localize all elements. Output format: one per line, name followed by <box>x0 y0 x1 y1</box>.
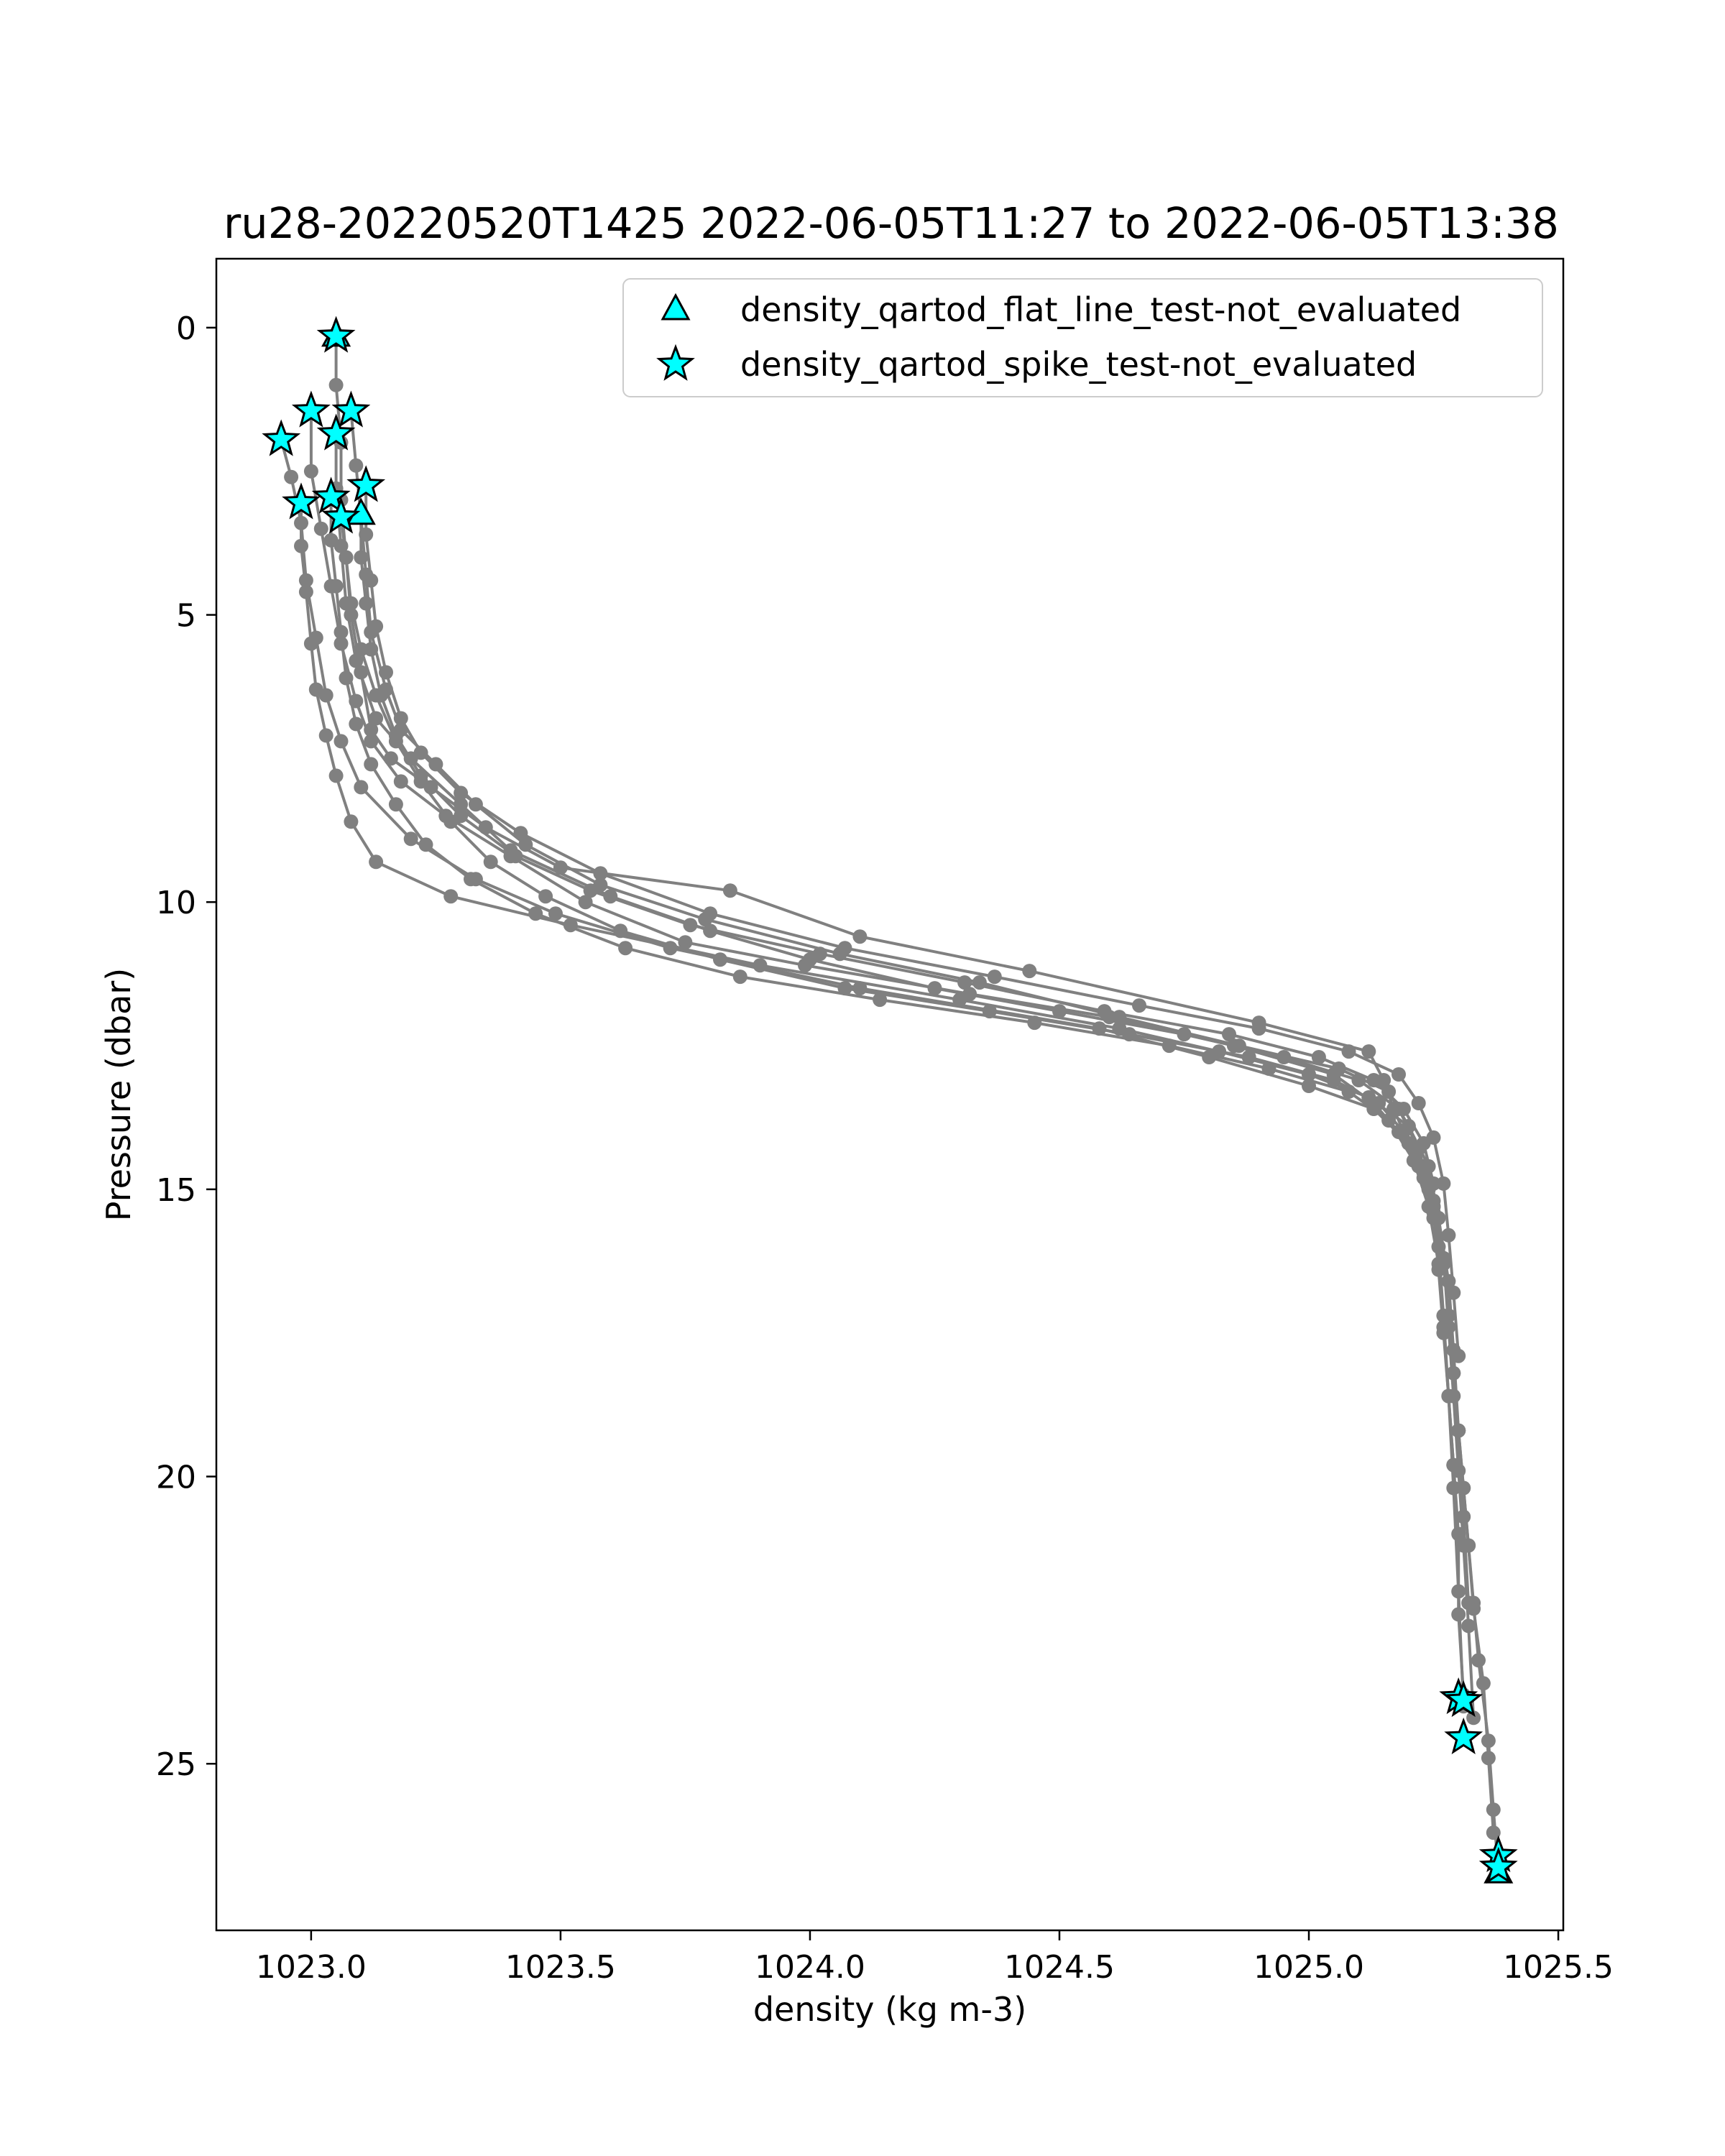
profile-point <box>404 831 418 846</box>
profile-point <box>329 378 344 392</box>
profile-point <box>1242 1050 1256 1064</box>
profile-point <box>319 728 334 742</box>
x-tick-label: 1023.0 <box>255 1949 367 1986</box>
profile-point <box>1397 1125 1411 1139</box>
profile-point <box>329 579 344 594</box>
profile-point <box>1177 1027 1192 1041</box>
profile-point <box>369 711 383 726</box>
profile-point <box>1432 1257 1446 1271</box>
x-axis-label: density (kg m-3) <box>753 1990 1027 2029</box>
profile-point <box>394 774 408 788</box>
profile-point <box>593 866 607 880</box>
profile-point <box>339 671 354 686</box>
profile-point <box>304 637 318 651</box>
profile-point <box>983 1004 997 1018</box>
profile-point <box>1461 1595 1476 1610</box>
profile-point <box>443 889 458 903</box>
profile-point <box>1436 1320 1450 1335</box>
profile-point <box>379 665 393 680</box>
profile-point <box>1366 1073 1381 1087</box>
profile-point <box>957 975 972 990</box>
y-tick-label: 25 <box>156 1746 196 1784</box>
profile-point <box>1371 1096 1386 1110</box>
x-tick-label: 1024.0 <box>754 1949 865 1986</box>
legend-entry-label: density_qartod_flat_line_test-not_evaluated <box>740 290 1462 329</box>
profile-point <box>389 797 403 811</box>
profile-point <box>419 837 433 852</box>
profile-point <box>1361 1044 1376 1059</box>
profile-point <box>339 550 354 565</box>
profile-point <box>364 757 378 771</box>
profile-point <box>1456 1510 1471 1524</box>
y-tick-label: 5 <box>176 597 196 635</box>
profile-point <box>294 539 308 553</box>
profile-point <box>1451 1607 1466 1621</box>
legend-entry-label: density_qartod_spike_test-not_evaluated <box>740 345 1417 384</box>
profile-point <box>683 918 697 932</box>
profile-point <box>314 522 328 536</box>
profile-point <box>304 464 318 479</box>
profile-point <box>1222 1027 1236 1041</box>
profile-point <box>364 573 378 588</box>
x-tick-label: 1025.0 <box>1254 1949 1365 1986</box>
profile-point <box>309 683 323 697</box>
profile-point <box>613 923 627 938</box>
profile-point <box>1252 1021 1266 1036</box>
profile-point <box>1427 1176 1441 1191</box>
profile-point <box>1122 1027 1136 1041</box>
profile-point <box>1132 998 1146 1013</box>
profile-point <box>1098 1004 1112 1018</box>
y-tick-label: 15 <box>156 1171 196 1209</box>
profile-point <box>329 768 344 783</box>
profile-point <box>852 929 867 944</box>
profile-point <box>713 952 727 967</box>
x-tick-label: 1023.5 <box>505 1949 616 1986</box>
profile-point <box>1481 1751 1496 1765</box>
profile-point <box>394 711 408 726</box>
profile-point <box>838 941 852 955</box>
profile-point <box>344 814 358 829</box>
profile-point <box>733 969 748 984</box>
profile-point <box>414 745 428 760</box>
profile-point <box>1461 1618 1476 1633</box>
profile-point <box>344 596 358 611</box>
profile-point <box>349 717 363 731</box>
profile-point <box>813 946 827 961</box>
profile-point <box>324 533 339 548</box>
profile-point <box>538 889 553 903</box>
profile-point <box>334 734 349 748</box>
profile-point <box>369 619 383 634</box>
profile-point <box>334 625 349 640</box>
chart-title: ru28-20220520T1425 2022-06-05T11:27 to 2022-06-05T13:38 <box>224 198 1559 248</box>
profile-point <box>838 981 852 995</box>
profile-point <box>1312 1050 1326 1064</box>
profile-point <box>1327 1073 1341 1087</box>
y-axis-label: Pressure (dbar) <box>99 967 138 1222</box>
profile-point <box>414 768 428 783</box>
profile-point <box>1451 1349 1466 1363</box>
profile-point <box>1476 1676 1491 1690</box>
profile-point <box>1412 1096 1426 1110</box>
profile-point <box>584 883 598 898</box>
profile-point <box>454 808 468 823</box>
profile-point <box>618 941 632 955</box>
x-tick-label: 1024.5 <box>1004 1949 1115 1986</box>
profile-point <box>1392 1067 1406 1082</box>
profile-point <box>1342 1044 1356 1059</box>
profile-point <box>354 550 368 565</box>
profile-point <box>354 780 368 794</box>
x-tick-label: 1025.5 <box>1503 1949 1614 1986</box>
profile-point <box>1446 1286 1460 1300</box>
profile-point <box>723 883 737 898</box>
profile-point <box>1417 1136 1431 1151</box>
profile-point <box>703 906 717 921</box>
profile-point <box>364 734 378 748</box>
profile-point <box>284 470 298 484</box>
profile-point <box>359 596 373 611</box>
profile-point <box>299 585 313 599</box>
profile-point <box>464 872 478 886</box>
profile-point <box>513 826 528 840</box>
profile-point <box>454 786 468 800</box>
profile-point <box>508 849 523 863</box>
legend <box>623 279 1542 397</box>
profile-point <box>484 854 498 869</box>
y-tick-label: 0 <box>176 310 196 347</box>
profile-point <box>364 642 378 657</box>
profile-point <box>1451 1424 1466 1438</box>
y-tick-label: 10 <box>156 885 196 922</box>
profile-point <box>369 854 383 869</box>
profile-point <box>1276 1050 1291 1064</box>
profile-point <box>374 688 388 703</box>
profile-point <box>988 969 1002 984</box>
profile-point <box>389 728 403 742</box>
profile-point <box>528 906 543 921</box>
y-tick-label: 20 <box>156 1459 196 1496</box>
profile-point <box>1441 1228 1455 1243</box>
profile-point <box>1446 1458 1460 1473</box>
profile-point <box>1441 1389 1455 1404</box>
profile-point <box>1397 1102 1411 1116</box>
profile-point <box>1427 1199 1441 1214</box>
profile-point <box>349 459 363 473</box>
profile-point <box>1022 964 1036 978</box>
